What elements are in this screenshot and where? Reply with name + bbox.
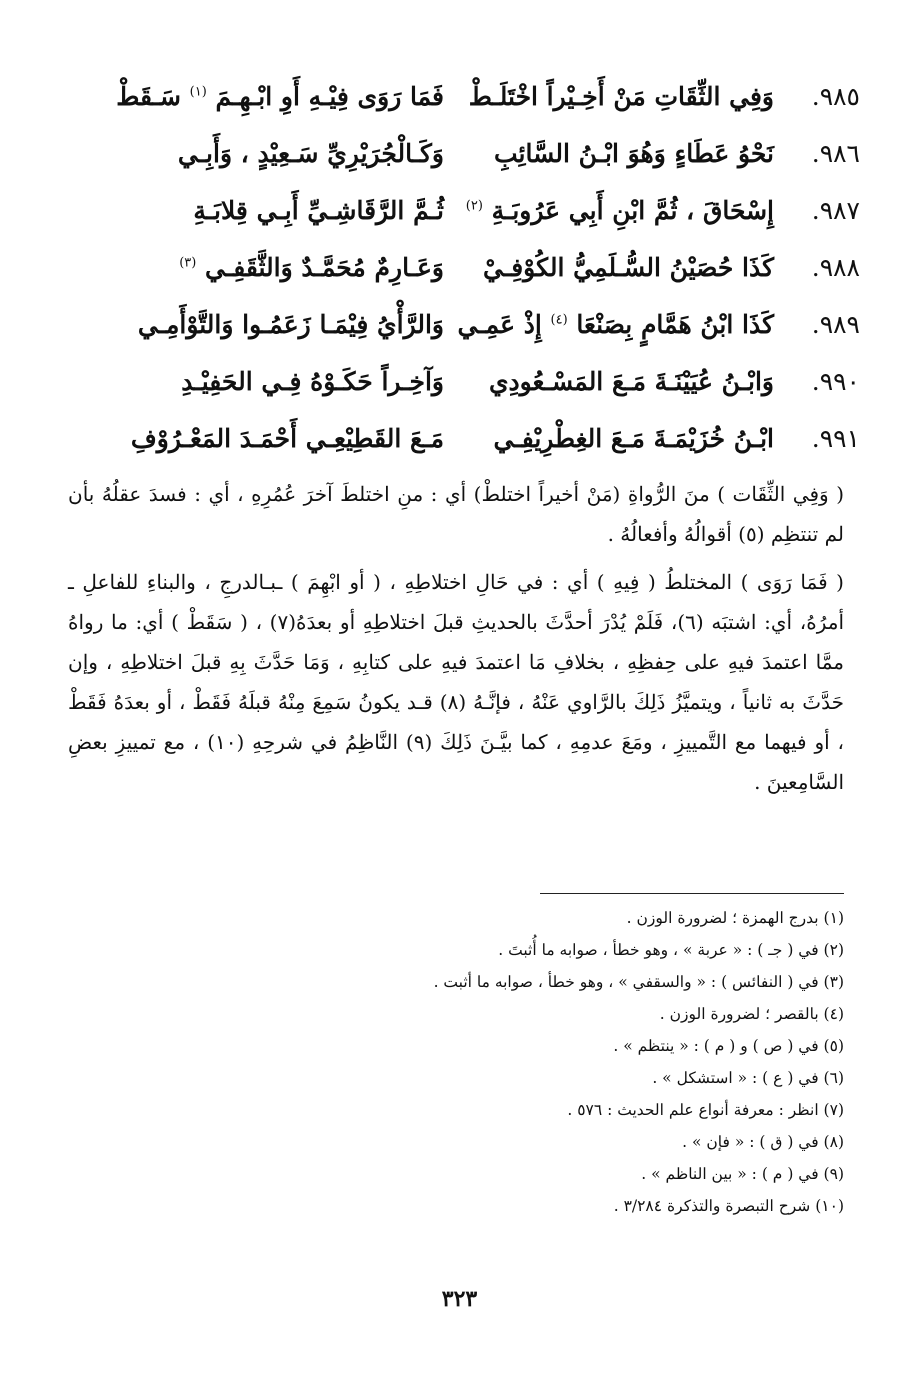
footnote: (٩) في ( م ) : « بين الناظم » .	[641, 1165, 844, 1183]
footnotes	[120, 902, 844, 1222]
footnote: (٨) في ( ق ) : « فإن » .	[682, 1133, 844, 1151]
verse-first-hemistich: وَفِي الثِّقَاتِ مَنْ أَخِـيْراً اخْتَلَـطْ	[468, 82, 774, 111]
footnote-divider	[540, 893, 844, 894]
verse-second-hemistich: ثُـمَّ الرَّقَاشِـيِّ أَبِـي قِلابَـةِ	[193, 196, 444, 225]
commentary-text	[68, 474, 844, 810]
footnote: (٣) في ( النفائس ) : « والسقفي » ، وهو خطأ ، صوابه ما أثبت .	[433, 973, 844, 991]
verse-line	[60, 125, 860, 182]
verse-line	[60, 239, 860, 296]
footnote: (٢) في ( جـ ) : « عربة » ، وهو خطأ ، صوابه ما أُثبتَ .	[498, 941, 844, 959]
verse-number: ٩٩٠.	[811, 367, 860, 396]
footnote: (٧) انظر : معرفة أنواع علم الحديث : ٥٧٦ .	[567, 1101, 844, 1119]
verse-line	[60, 353, 860, 410]
verse-first-hemistich: كَذَا ابْنُ هَمَّامٍ بِصَنْعَا $^{(٤)}$ إِذْ عَمِـي	[457, 310, 774, 339]
verse-second-hemistich: وَالرَّأْيُ فِيْمَـا زَعَمُـوا وَالتَّوْأَمِـي	[137, 310, 444, 339]
verse-second-hemistich: فَمَا رَوَى فِيْـهِ أَوِ ابْـهِـمَ $^{(١)}$ سَـقَطْ	[116, 82, 444, 111]
verse-first-hemistich: إِسْحَاقَ ، ثُمَّ ابْنِ أَبِي عَرُوبَـةِ $^{(٢)}$	[465, 196, 774, 225]
verse-second-hemistich: مَـعَ القَطِيْعِـي أَحْمَـدَ المَعْـرُوْفِ	[130, 424, 444, 453]
footnote: (٥) في ( ص ) و ( م ) : « ينتظم » .	[613, 1037, 844, 1055]
footnote-marker: (٣)	[179, 255, 197, 271]
footnote: (١٠) شرح التبصرة والتذكرة ٣/٢٨٤ .	[613, 1197, 844, 1215]
verse-number: ٩٨٥.	[811, 82, 860, 111]
verse-line	[60, 182, 860, 239]
poem-verses	[60, 68, 860, 467]
verse-number: ٩٨٨.	[811, 253, 860, 282]
footnote-marker: (١)	[189, 84, 207, 100]
verse-number: ٩٨٧.	[811, 196, 860, 225]
footnote: (٤) بالقصر ؛ لضرورة الوزن .	[659, 1005, 844, 1023]
verse-line	[60, 68, 860, 125]
verse-line	[60, 296, 860, 353]
commentary-paragraph: ( فَمَا رَوَى ) المختلطُ ( فِيهِ ) أي : في حَالِ اختلاطِهِ ، ( أو ابْهِمَ ) ـبـالدرجِ ، والبناءِ للفاعلِ ـ أمرُهُ، أي: اشتبَه (٦)، فَلَمْ يُدْرَ أحدَّثَ بالحديثِ قبلَ اختلاطِهِ أو بعدَهُ(٧) ، ( سَقَطْ ) أي: ما رواهُ ممَّا اعتمدَ فيهِ على حِفظِهِ ، بخلافِ مَا اعتمدَ فيهِ على كتابِهِ ، وَمَا حَدَّثَ بِهِ قبلَ اختلاطِهِ ، وإن حَدَّثَ به ثانياً ، ويتميَّزُ ذَلِكَ بالرَّاوي عَنْهُ ، فإنَّـهُ (٨) قـد يكونُ سَمِعَ مِنْهُ قبلَهُ فَقَطْ ، أو بعدَهُ فَقَطْ ، أو فيهما مع التَّمييزِ ، ومَعَ عدمِهِ ، كما بيَّـنَ ذَلِكَ (٩) النَّاظِمُ في شرحِهِ (١٠) ، مع تمييزِ بعضِ السَّامِعينَ .	[68, 570, 845, 794]
footnote-marker: (٢)	[465, 198, 483, 214]
verse-first-hemistich: نَحْوُ عَطَاءٍ وَهُوَ ابْـنُ السَّائِبِ	[493, 139, 774, 168]
verse-first-hemistich: وَابْـنُ عُيَيْنَـةَ مَـعَ المَسْـعُودِي	[488, 367, 774, 396]
verse-number: ٩٨٦.	[811, 139, 860, 168]
verse-second-hemistich: وَآخِـراً حَكَـوْهُ فِـي الحَفِيْـدِ	[181, 367, 444, 396]
verse-first-hemistich: ابْـنُ خُزَيْمَـةَ مَـعَ الغِطْرِيْفِـي	[493, 424, 774, 453]
footnote: (٦) في ( ع ) : « استشكل » .	[652, 1069, 844, 1087]
verse-second-hemistich: وَكَـالْجُرَيْرِيِّ سَـعِيْدٍ ، وَأَبِـي	[177, 139, 444, 168]
footnote: (١) بدرج الهمزة ؛ لضرورة الوزن .	[626, 909, 844, 927]
footnote-marker: (٤)	[550, 312, 568, 328]
verse-first-hemistich: كَذَا حُصَيْنُ السُّـلَمِيُّ الكُوْفِـيْ	[483, 253, 774, 282]
page-number: ٣٢٣	[441, 1286, 478, 1312]
verse-number: ٩٨٩.	[811, 310, 860, 339]
verse-line	[60, 410, 860, 467]
verse-number: ٩٩١.	[811, 424, 860, 453]
verse-second-hemistich: وَعَـارِمٌ مُحَمَّـدٌ وَالثَّقَفِـي $^{(٣)}$	[179, 253, 444, 282]
commentary-paragraph: ( وَفِي الثِّقَات ) منَ الرُّواةِ (مَنْ أخيراً اختلطْ) أي : منِ اختلطَ آخرَ عُمُرِهِ ، أي : فسدَ عقلُهُ بأن لم تنتظِم (٥) أقوالُهُ وأفعالُهُ .	[68, 482, 844, 546]
